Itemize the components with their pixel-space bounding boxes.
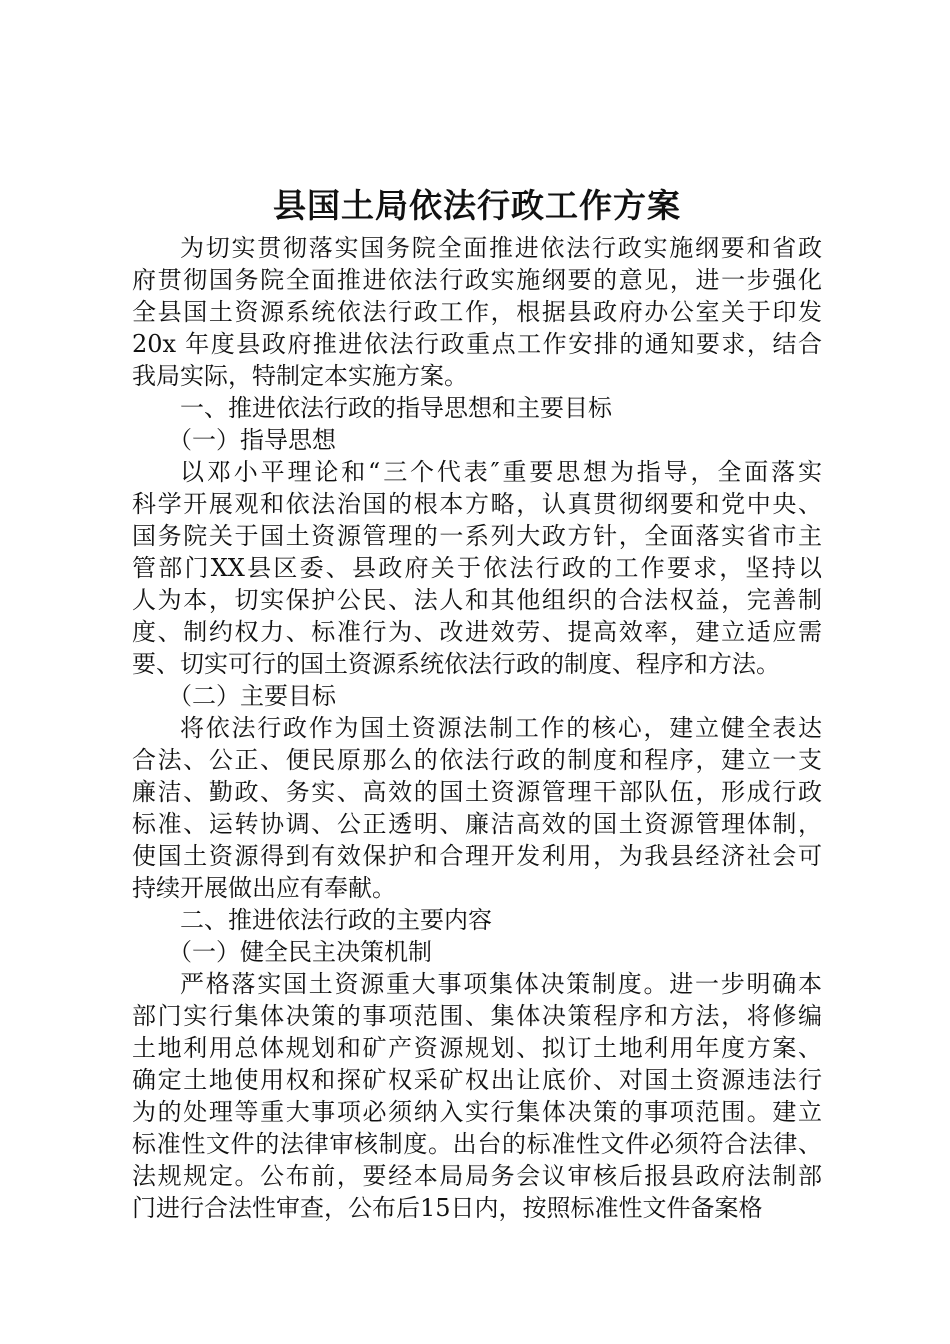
text-line: 为切实贯彻落实国务院全面推进依法行政实施纲要和省政	[180, 234, 822, 262]
body-paragraph	[132, 456, 822, 680]
text-line: 持续开展做出应有奉献。	[132, 874, 396, 902]
text-line: 严格落实国土资源重大事项集体决策制度。进一步明确本	[180, 970, 822, 998]
text-line: 二、推进依法行政的主要内容	[180, 906, 492, 934]
subsection-heading	[132, 936, 822, 968]
text-line: 我局实际，特制定本实施方案。	[132, 362, 468, 390]
text-line: 确定土地使用权和探矿权采矿权出让底价、对国土资源违法行	[132, 1066, 822, 1094]
text-line: 国务院关于国土资源管理的一系列大政方针，全面落实省市主	[132, 522, 822, 550]
text-line: 将依法行政作为国土资源法制工作的核心，建立健全表达	[180, 714, 822, 742]
subsection-heading	[132, 424, 822, 456]
text-line: 一、推进依法行政的指导思想和主要目标	[180, 394, 612, 422]
text-line: （二）主要目标	[168, 682, 336, 710]
body-paragraph	[132, 712, 822, 904]
text-line: 部门实行集体决策的事项范围、集体决策程序和方法，将修编	[132, 1002, 822, 1030]
document-title: 县国土局依法行政工作方案	[273, 186, 681, 225]
text-line: （一）健全民主决策机制	[168, 938, 432, 966]
text-line: 全县国土资源系统依法行政工作，根据县政府办公室关于印发	[132, 298, 822, 326]
document-page	[132, 182, 822, 1224]
body-paragraph	[132, 968, 822, 1224]
text-line: 为的处理等重大事项必须纳入实行集体决策的事项范围。建立	[132, 1098, 822, 1126]
text-line: 科学开展观和依法治国的根本方略，认真贯彻纲要和党中央、	[132, 490, 822, 518]
document-body	[132, 232, 822, 1224]
text-line: 要、切实可行的国土资源系统依法行政的制度、程序和方法。	[132, 650, 780, 678]
text-line: 标准性文件的法律审核制度。出台的标准性文件必须符合法律、	[132, 1130, 822, 1158]
text-line: （一）指导思想	[168, 426, 336, 454]
text-line: 法规规定。公布前，要经本局局务会议审核后报县政府法制部	[132, 1162, 822, 1190]
text-line: 廉洁、勤政、务实、高效的国土资源管理干部队伍，形成行政	[132, 778, 822, 806]
text-line: 度、制约权力、标准行为、改进效劳、提高效率，建立适应需	[132, 618, 822, 646]
text-line: 门进行合法性审查，公布后15日内，按照标准性文件备案格	[132, 1194, 763, 1222]
text-line: 土地利用总体规划和矿产资源规划、拟订土地利用年度方案、	[132, 1034, 822, 1062]
text-line: 标准、运转协调、公正透明、廉洁高效的国土资源管理体制，	[132, 810, 822, 838]
text-line: 使国土资源得到有效保护和合理开发利用，为我县经济社会可	[132, 842, 822, 870]
text-line: 管部门XX县区委、县政府关于依法行政的工作要求，坚持以	[132, 554, 822, 582]
text-line: 府贯彻国务院全面推进依法行政实施纲要的意见，进一步强化	[132, 266, 822, 294]
text-line: 合法、公正、便民原那么的依法行政的制度和程序，建立一支	[132, 746, 822, 774]
body-paragraph	[132, 232, 822, 392]
text-line: 以邓小平理论和“三个代表″重要思想为指导，全面落实	[180, 458, 822, 486]
section-heading	[132, 392, 822, 424]
text-line: 20x 年度县政府推进依法行政重点工作安排的通知要求，结合	[132, 330, 822, 358]
subsection-heading	[132, 680, 822, 712]
section-heading	[132, 904, 822, 936]
text-line: 人为本，切实保护公民、法人和其他组织的合法权益，完善制	[132, 586, 822, 614]
